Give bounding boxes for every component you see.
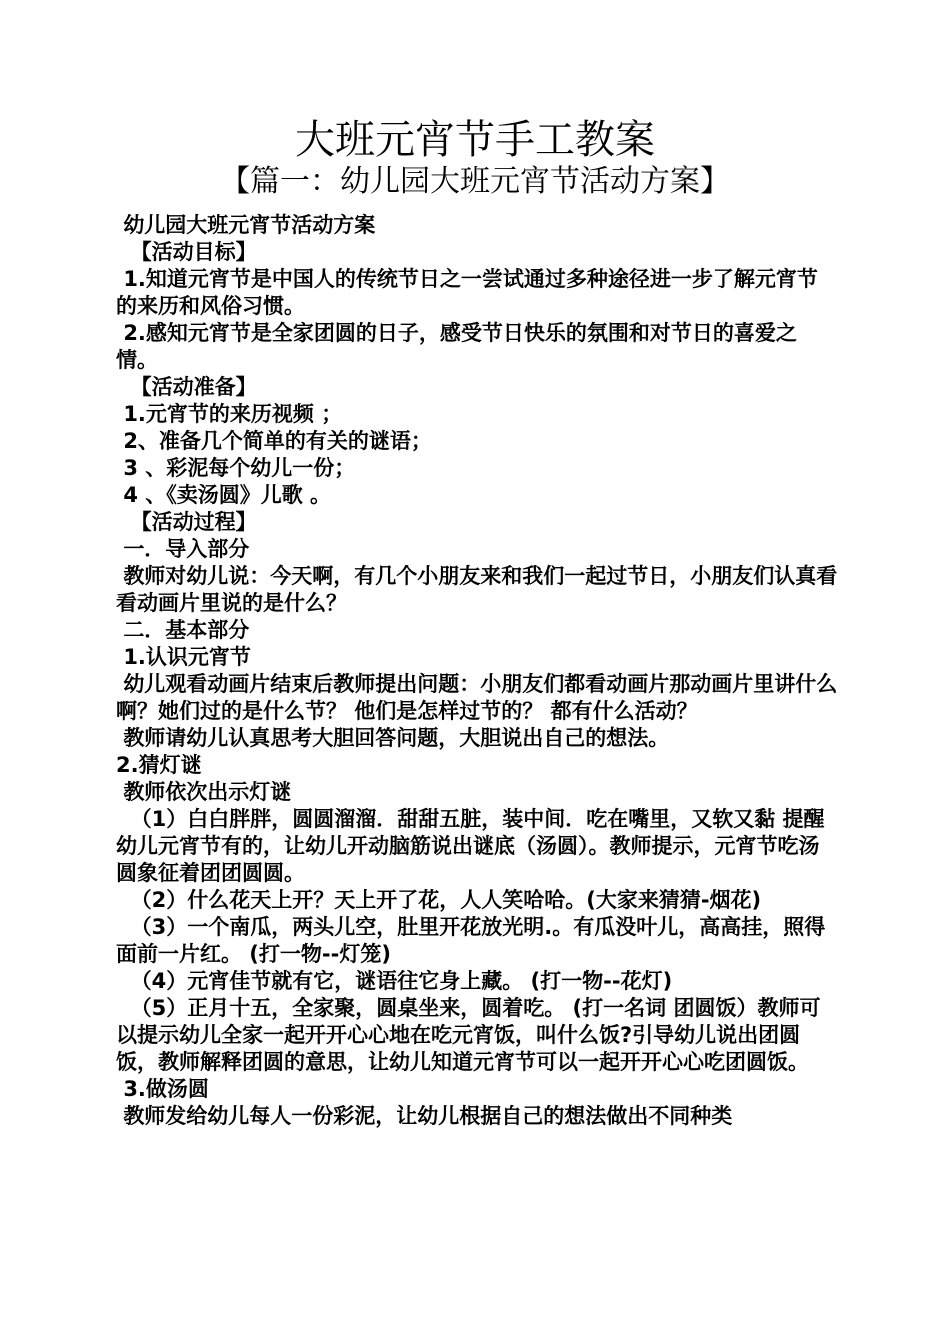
paragraph-line: （3）一个南瓜，两头儿空，肚里开花放光明.。有瓜没叶儿，高高挂，照得面前一片红。 (打一物--灯笼) bbox=[116, 915, 826, 966]
paragraph-line: 3.做汤圆 bbox=[116, 1077, 209, 1101]
paragraph-line: 幼儿园大班元宵节活动方案 bbox=[116, 213, 376, 237]
paragraph-line: 【活动过程】 bbox=[116, 510, 257, 534]
paragraph-line: 幼儿观看动画片结束后教师提出问题：小朋友们都看动画片那动画片里讲什么啊？她们过的是什么节？ 他们是怎样过节的？ 都有什么活动？ bbox=[116, 672, 838, 723]
paragraph-line: （2）什么花天上开？天上开了花，人人笑哈哈。(大家来猜猜-烟花) bbox=[116, 888, 762, 912]
paragraph-line: 一．导入部分 bbox=[116, 537, 250, 561]
paragraph-line: 【活动准备】 bbox=[116, 375, 257, 399]
paragraph-line: 2、准备几个简单的有关的谜语； bbox=[116, 429, 432, 453]
document-subtitle: 【篇一：幼儿园大班元宵节活动方案】 bbox=[220, 164, 730, 199]
paragraph-line: 教师发给幼儿每人一份彩泥，让幼儿根据自己的想法做出不同种类 bbox=[116, 1104, 733, 1128]
paragraph-line: 1.元宵节的来历视频 ； bbox=[116, 402, 343, 426]
paragraph-line: 1.知道元宵节是中国人的传统节日之一尝试通过多种途径进一步了解元宵节的来历和风俗习惯。 bbox=[116, 267, 818, 318]
paragraph-line: 教师依次出示灯谜 bbox=[116, 780, 292, 804]
paragraph-line: 2.感知元宵节是全家团圆的日子，感受节日快乐的氛围和对节日的喜爱之情。 bbox=[116, 321, 797, 372]
paragraph-line: 【活动目标】 bbox=[116, 240, 257, 264]
paragraph-line: 二．基本部分 bbox=[116, 618, 250, 642]
paragraph-line: 1.认识元宵节 bbox=[116, 645, 251, 669]
paragraph-line: 教师请幼儿认真思考大胆回答问题，大胆说出自己的想法。 bbox=[116, 726, 670, 750]
paragraph-line: 教师对幼儿说：今天啊，有几个小朋友来和我们一起过节日，小朋友们认真看看动画片里说的是什么？ bbox=[116, 564, 838, 615]
paragraph-line: 3 、彩泥每个幼儿一份； bbox=[116, 456, 356, 480]
document-body bbox=[116, 212, 838, 1130]
document-title: 大班元宵节手工教案 bbox=[295, 117, 655, 163]
paragraph-line: （1）白白胖胖，圆圆溜溜．甜甜五脏，装中间．吃在嘴里，又软又黏 提醒幼儿元宵节有的，让幼儿开动脑筋说出谜底（汤圆）。教师提示，元宵节吃汤圆象征着团团圆圆。 bbox=[116, 807, 825, 885]
paragraph-line: 4 、《卖汤圆》儿歌 。 bbox=[116, 483, 332, 507]
paragraph-line: （4）元宵佳节就有它，谜语往它身上藏。 (打一物--花灯) bbox=[116, 969, 673, 993]
paragraph-line: 2.猜灯谜 bbox=[116, 753, 202, 777]
paragraph-line: （5）正月十五，全家聚，圆桌坐来，圆着吃。 (打一名词 团圆饭）教师可以提示幼儿全家一起开开心心地在吃元宵饭，叫什么饭?引导幼儿说出团圆饭，教师解释团圆的意思，让幼儿知道元宵节可以一起开开心心吃团圆饭。 bbox=[116, 996, 821, 1074]
